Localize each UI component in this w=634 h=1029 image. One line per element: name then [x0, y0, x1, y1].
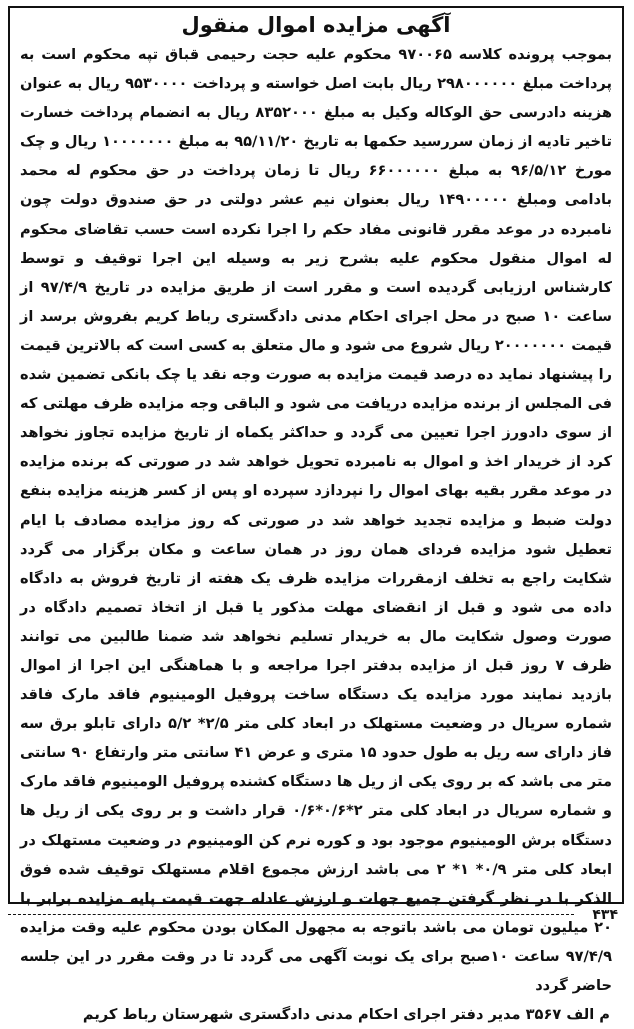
notice-body: بموجب پرونده کلاسه ۹۷۰۰۶۵ محکوم علیه حجت رحیمی قباق تپه محکوم است به پرداخت مبلغ ۲۹۸۰۰۰۰۰۰ ریال بابت اصل خواسته و پرداخت ۹۵۳۰۰۰۰ ریال به عنوان هزینه دادرسی حق الوکاله وکیل به مبلغ ۸۳۵۲۰۰۰ ریال به انضمام پرداخت خسارت تاخیر تادیه از زمان سررسید حکمها به تاریخ ۹۵/۱۱/۲۰ به مبلغ ۱۰۰۰۰۰۰۰ ریال و چک مورخ ۹۶/۵/۱۲ به مبلغ ۶۶۰۰۰۰۰۰ ریال تا زمان پرداخت در حق محکوم له محمد بادامی ومبلغ ۱۴۹۰۰۰۰۰ ریال بعنوان نیم عشر دولتی در حق صندوق دولت چون نامبرده در موعد مقرر قانونی مفاد حکم را اجرا نکرده است حسب تقاضای محکوم له اموال منقول محکوم علیه بشرح زیر به وسیله این اجرا توقیف و توسط کارشناس ارزیابی گردیده است و مقرر است از طریق مزایده در تاریخ ۹۷/۴/۹ از ساعت ۱۰ صبح در محل اجرای احکام مدنی دادگستری رباط کریم بفروش برسد از قیمت ۲۰۰۰۰۰۰۰ ریال شروع می شود و مال متعلق به کسی است که بالاترین قیمت را پیشنهاد نماید ده درصد قیمت مزایده به صورت وجه نقد یا چک بانکی تضمین شده فی المجلس از برنده مزایده دریافت می شود و الباقی وجه مزایده ظرف مهلتی که از سوی دادورز اجرا تعیین می گردد و حداکثر یکماه از تاریخ مزایده تجاوز نخواهد کرد از خریدار اخذ و اموال به نامبرده تحویل خواهد شد در صورتی که برنده مزایده در موعد مقرر بقیه بهای اموال را نپردازد سپرده او پس از کسر هزینه مزایده بنفع دولت ضبط و مزایده تجدید خواهد شد در صورتی که روز مزایده مصادف با ایام تعطیل شود مزایده فردای همان روز در همان ساعت و مکان برگزار می گردد شکایت راجع به تخلف ازمقررات مزایده ظرف یک هفته از تاریخ فروش به دادگاه داده می شود و قبل از انقضای مهلت مذکور یا قبل از اتخاذ تصمیم دادگاه در صورت وصول شکایت مال به خریدار تسلیم نخواهد شد ضمنا طالبین می توانند ظرف ۷ روز قبل از مزایده بدفتر اجرا مراجعه و با هماهنگی این اجرا از اموال بازدید نمایند مورد مزایده یک دستگاه ساخت پروفیل الومینیوم فاقد مارک فاقد شماره سریال در وضعیت مستهلک در ابعاد کلی متر ۲/۵* ۵/۲ دارای تابلو برق سه فاز دارای سه ریل به طول حدود ۱۵ متری و عرض ۴۱ سانتی متر وارتفاع ۹۰ سانتی متر می باشد که بر روی یکی از ریل ها دستگاه کشنده پروفیل الومینیوم فاقد مارک و شماره سریال در ابعاد کلی متر ۲*۰/۶*۰/۶ قرار داشت و بر روی یکی از ریل ها دستگاه برش الومینیوم موجود بود و کوره نرم کن الومینیوم در وضعیت مستهلک در ابعاد کلی متر ۰/۹* ۱* ۲ می باشد ارزش مجموع اقلام مستهلک توقیف شده فوق الذکر با در نظر گرفتن جمیع جهات و ارزش عادله جهت قیمت پایه مزایده برابر با ۲۰ میلیون تومان می باشد باتوجه به مجهول المکان بودن محکوم علیه وقت مزایده ۹۷/۴/۹ ساعت ۱۰صبح برای یک نوبت آگهی می گردد تا در وقت مقرر در این جلسه حاضر گردد: [20, 46, 613, 994]
footer-dashed-rule: [8, 914, 574, 915]
notice-title: آگهی مزایده اموال منقول: [181, 13, 451, 37]
footer-code-line: [8, 904, 624, 926]
footer-code: ۴۳۴: [592, 907, 618, 923]
notice-signature: م الف ۳۵۶۷ مدیر دفتر اجرای احکام مدنی دادگستری شهرستان رباط کریم: [82, 1006, 610, 1024]
